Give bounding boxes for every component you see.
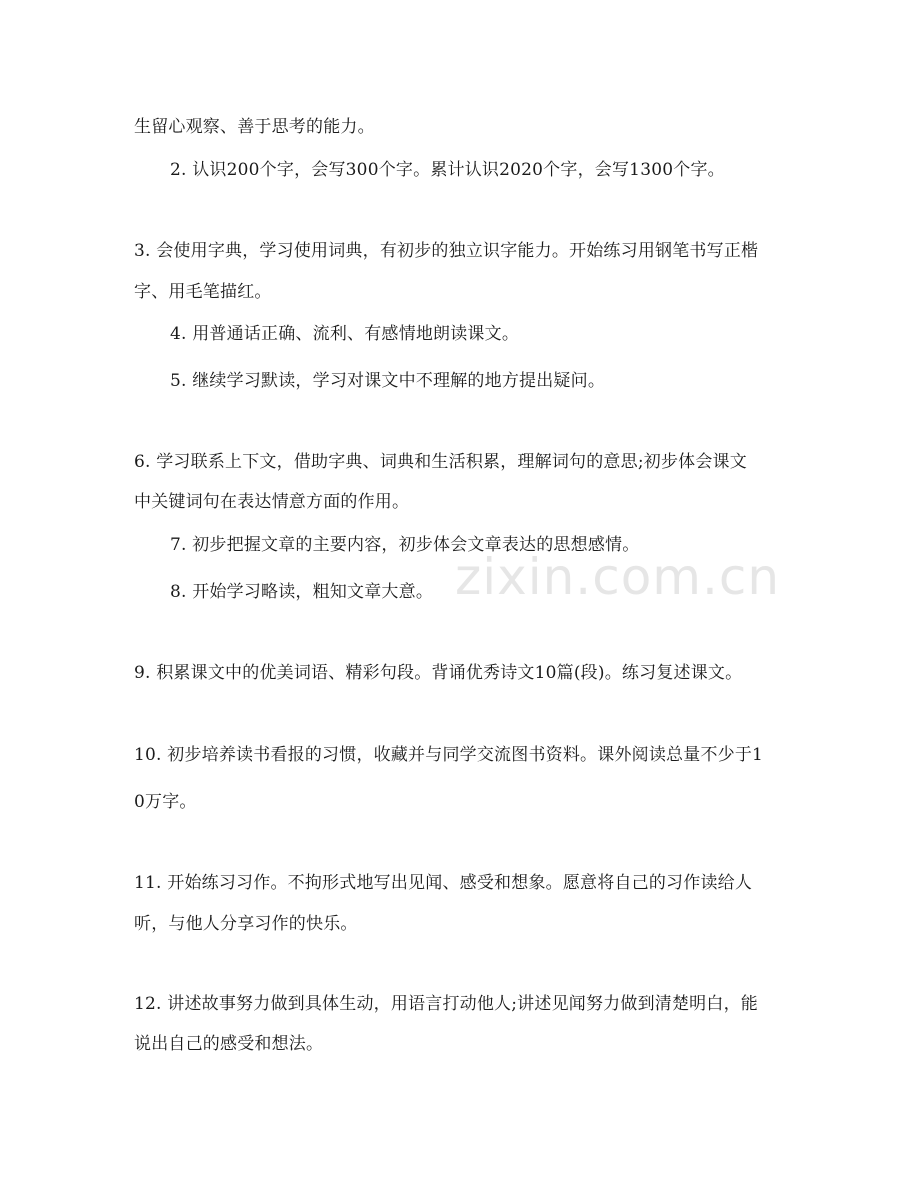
text-line: 8. 开始学习略读，粗知文章大意。 bbox=[170, 582, 434, 602]
text-line: 说出自己的感受和想法。 bbox=[134, 1034, 324, 1054]
watermark: zixin.com.cn bbox=[455, 548, 781, 606]
text-line: 0万字。 bbox=[134, 792, 197, 812]
text-line: 4. 用普通话正确、流利、有感情地朗读课文。 bbox=[170, 324, 520, 344]
text-line: 字、用毛笔描红。 bbox=[134, 282, 272, 302]
text-line: 生留心观察、善于思考的能力。 bbox=[134, 117, 375, 137]
text-line: 2. 认识200个字，会写300个字。累计认识2020个字，会写1300个字。 bbox=[170, 160, 725, 180]
text-line: 5. 继续学习默读，学习对课文中不理解的地方提出疑问。 bbox=[170, 371, 606, 391]
text-line: 12. 讲述故事努力做到具体生动，用语言打动他人;讲述见闻努力做到清楚明白，能 bbox=[134, 994, 758, 1014]
text-line: 6. 学习联系上下文，借助字典、词典和生活积累，理解词句的意思;初步体会课文 bbox=[134, 452, 747, 472]
text-line: 7. 初步把握文章的主要内容，初步体会文章表达的思想感情。 bbox=[170, 535, 640, 555]
text-line: 中关键词句在表达情意方面的作用。 bbox=[134, 492, 410, 512]
text-line: 9. 积累课文中的优美词语、精彩句段。背诵优秀诗文10篇(段)。练习复述课文。 bbox=[134, 663, 743, 683]
text-line: 听，与他人分享习作的快乐。 bbox=[134, 914, 358, 934]
text-line: 10. 初步培养读书看报的习惯，收藏并与同学交流图书资料。课外阅读总量不少于1 bbox=[134, 745, 764, 765]
text-line: 11. 开始练习习作。不拘形式地写出见闻、感受和想象。愿意将自己的习作读给人 bbox=[134, 873, 753, 893]
text-line: 3. 会使用字典，学习使用词典，有初步的独立识字能力。开始练习用钢笔书写正楷 bbox=[134, 241, 759, 261]
